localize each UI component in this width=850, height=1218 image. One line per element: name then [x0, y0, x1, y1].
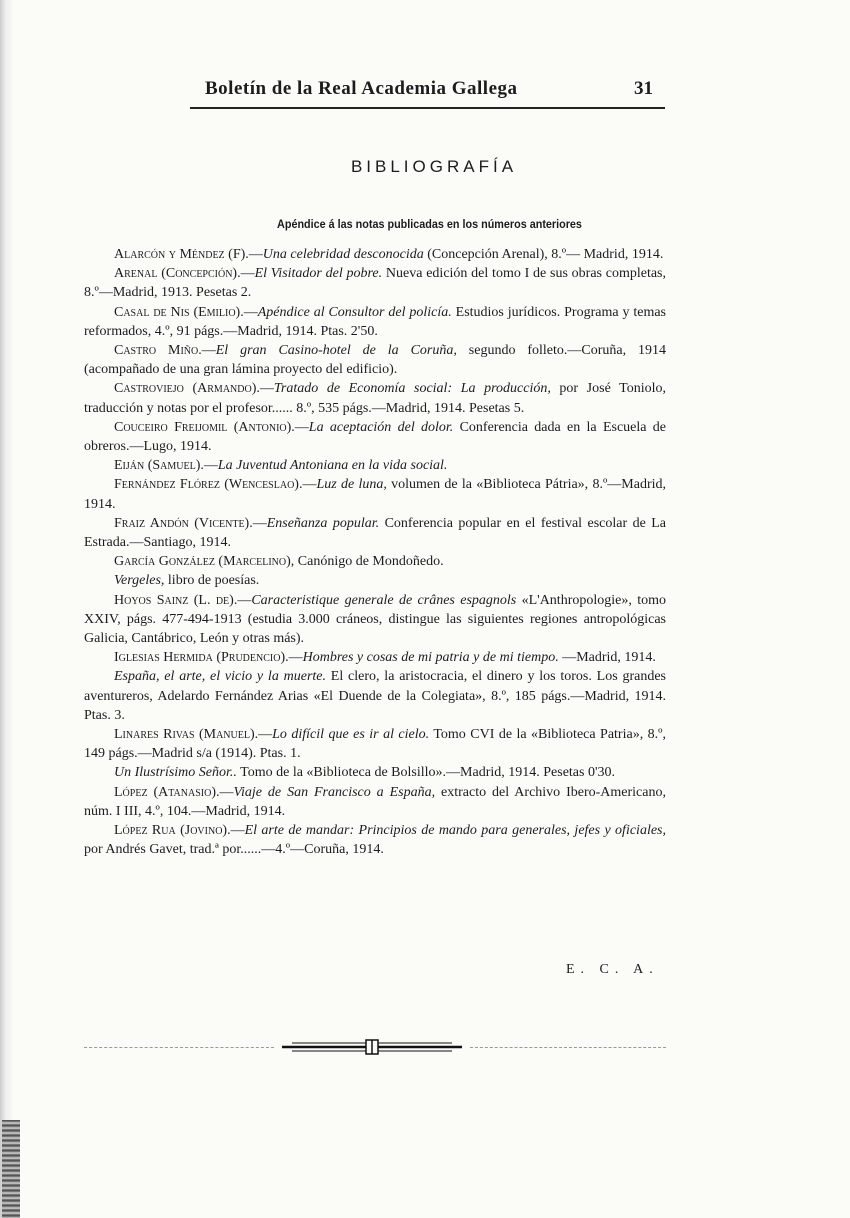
- ornament-divider: [282, 1038, 462, 1056]
- entry-details: Conferencia dada en la Escuela de obreros.—Lugo, 1914.: [84, 419, 666, 455]
- bibliography-entry: [84, 571, 666, 590]
- entry-work-title: Hombres y cosas de mi patria y de mi tiempo.: [302, 650, 559, 666]
- entry-details: extracto del Archivo Ibero-Americano, núm. I III, 4.º, 104.—Madrid, 1914.: [84, 784, 666, 819]
- bibliography-entry: Couceiro Freijomil (Antonio).—La aceptación del dolor. Conferencia dada en la Escuela de obreros.—Lugo, 1914.: [84, 419, 666, 455]
- signature: E. C. A.: [566, 962, 659, 977]
- entry-work-title: El Visitador del pobre.: [254, 266, 383, 282]
- entry-author: Arenal (Concepción).: [114, 266, 241, 282]
- entry-details: Canónigo de Mondoñedo.: [294, 554, 444, 570]
- entry-work-title: Luz de luna,: [316, 477, 387, 493]
- bibliography-entry: Eiján (Samuel).—La Juventud Antoniana en la vida social.: [114, 458, 448, 474]
- entry-author: López (Atanasio).: [114, 784, 220, 800]
- entry-details: —Madrid, 1914.: [558, 650, 656, 666]
- entry-details: Nueva edición del tomo I de sus obras completas, 8.º—Madrid, 1913. Pesetas 2.: [84, 266, 666, 301]
- entry-author: Castroviejo (Armando).: [114, 381, 260, 397]
- bibliography-entry: Linares Rivas (Manuel).—Lo difícil que es ir al cielo. Tomo CVI de la «Biblioteca Patria», 8.º, 149 págs.—Madrid s/a (1914). Ptas. 1.: [84, 727, 666, 762]
- entry-author: Fernández Flórez (Wenceslao).: [114, 477, 303, 493]
- entry-author: Eiján (Samuel).: [114, 458, 204, 474]
- section-subtitle: Apéndice á las notas publicadas en los números anteriores: [277, 217, 582, 231]
- entry-details: «L'Anthropologie», tomo XXIV, págs. 477-494-1913 (estudia 3.000 cráneos, distingue las siguientes regiones antropológicas Galicia, Cantábrico, León y otras más).: [84, 592, 667, 647]
- entry-details: Tomo CVI de la «Biblioteca Patria», 8.º, 149 págs.—Madrid s/a (1914). Ptas. 1.: [84, 727, 666, 762]
- bibliography-entry: López (Atanasio).—Viaje de San Francisco a España, extracto del Archivo Ibero-Americano, núm. I III, 4.º, 104.—Madrid, 1914.: [84, 784, 666, 819]
- divider-right: [470, 1047, 666, 1049]
- entry-author: Iglesias Hermida (Prudencio).: [114, 650, 289, 666]
- bibliography-entry: Alarcón y Méndez (F).—Una celebridad desconocida (Concepción Arenal), 8.º— Madrid, 1914.: [114, 247, 664, 262]
- entry-work-title: El arte de mandar: Principios de mando para generales, jefes y oficiales,: [244, 823, 666, 839]
- entry-author: Alarcón y Méndez (F).: [114, 247, 249, 262]
- entry-author: García González (Marcelino),: [114, 554, 295, 570]
- entry-details: El clero, la aristocracia, el dinero y los toros. Los grandes aventureros, Adelardo Fernández Arias «El Duende de la Colegiata», 8.º, 185 págs.—Madrid, 1914. Ptas. 3.: [84, 669, 666, 723]
- bibliography-entry: López Rua (Jovino).—El arte de mandar: Principios de mando para generales, jefes y oficiales, por Andrés Gavet, trad.ª por......—4.º—Coruña, 1914.: [84, 823, 666, 858]
- entry-work-title: Una celebridad desconocida: [262, 247, 424, 262]
- bibliography-entry: Arenal (Concepción).—El Visitador del pobre. Nueva edición del tomo I de sus obras completas, 8.º—Madrid, 1913. Pesetas 2.: [84, 266, 666, 301]
- page-header: [205, 78, 665, 108]
- bibliography-entry: Casal de Nis (Emilio).—Apéndice al Consultor del policía. Estudios jurídicos. Programa y temas reformados, 4.º, 91 págs.—Madrid, 1914. Ptas. 2'50.: [84, 304, 666, 339]
- bibliography-entry: [84, 763, 666, 782]
- entry-work-title: La Juventud Antoniana en la vida social.: [217, 458, 448, 474]
- bibliography-entry: [84, 667, 666, 725]
- bibliography-entry: Castro Miño.—El gran Casino-hotel de la Coruña, segundo folleto.—Coruña, 1914 (acompañado de una gran lámina proyecto del edificio).: [84, 343, 666, 378]
- entry-work-title: Un Ilustrísimo Señor..: [114, 765, 237, 781]
- entry-work-title: La aceptación del dolor.: [308, 419, 454, 435]
- entry-work-title: Enseñanza popular.: [266, 515, 380, 531]
- bibliography-entry: Fernández Flórez (Wenceslao).—Luz de luna, volumen de la «Biblioteca Pátria», 8.º—Madrid, 1914.: [84, 477, 666, 512]
- entry-author: Casal de Nis (Emilio).: [114, 304, 244, 320]
- section-title: BIBLIOGRAFÍA: [350, 157, 518, 176]
- entry-work-title: Vergeles,: [114, 573, 165, 589]
- header-rule: [190, 107, 665, 109]
- entry-details: por José Toniolo, traducción y notas por el profesor...... 8.º, 535 págs.—Madrid, 1914. Pesetas 5.: [84, 381, 666, 416]
- bibliography-entry: [84, 552, 666, 571]
- entry-work-title: España, el arte, el vicio y la muerte.: [114, 669, 326, 685]
- entry-work-title: Viaje de San Francisco a España,: [233, 784, 436, 800]
- entry-author: Linares Rivas (Manuel).: [114, 727, 259, 743]
- entry-details: volumen de la «Biblioteca Pátria», 8.º—Madrid, 1914.: [84, 477, 666, 512]
- entry-work-title: Tratado de Economía social: La producción,: [273, 381, 551, 397]
- entry-details: (Concepción Arenal), 8.º— Madrid, 1914.: [423, 247, 664, 262]
- bibliography-entry: Castroviejo (Armando).—Tratado de Economía social: La producción, por José Toniolo, traducción y notas por el profesor...... 8.º, 535 págs.—Madrid, 1914. Pesetas 5.: [84, 381, 666, 416]
- page-left-edge: [0, 0, 14, 1218]
- entry-details: Tomo de la «Biblioteca de Bolsillo».—Madrid, 1914. Pesetas 0'30.: [236, 765, 615, 781]
- entry-work-title: Lo difícil que es ir al cielo.: [272, 727, 430, 743]
- entry-details: libro de poesías.: [164, 573, 260, 589]
- entry-author: López Rua (Jovino).: [114, 823, 231, 839]
- bibliography-entry: Hoyos Sainz (L. de).—Caracteristique generale de crânes espagnols «L'Anthropologie», tomo XXIV, págs. 477-494-1913 (estudia 3.000 cráneos, distingue las siguientes regiones antropológicas Galicia, Cantábrico, León y otras más).: [84, 592, 667, 647]
- bibliography-entry: Iglesias Hermida (Prudencio).—Hombres y cosas de mi patria y de mi tiempo. —Madrid, 1914.: [114, 650, 656, 666]
- entry-work-title: Apéndice al Consultor del policía.: [257, 304, 452, 320]
- binding-strip: [2, 1120, 20, 1218]
- entry-author: Castro Miño.: [114, 343, 202, 359]
- entry-details: Estudios jurídicos. Programa y temas reformados, 4.º, 91 págs.—Madrid, 1914. Ptas. 2'50.: [84, 304, 666, 339]
- running-title: Boletín de la Real Academia Gallega: [205, 78, 518, 99]
- bibliography-entry: Fraiz Andón (Vicente).—Enseñanza popular. Conferencia popular en el festival escolar de La Estrada.—Santiago, 1914.: [84, 515, 667, 551]
- bibliography-list: [84, 245, 666, 860]
- entry-details: Conferencia popular en el festival escolar de La Estrada.—Santiago, 1914.: [84, 515, 667, 551]
- entry-work-title: Caracteristique generale de crânes espagnols: [251, 592, 517, 608]
- entry-author: Fraiz Andón (Vicente).: [114, 515, 253, 531]
- entry-work-title: El gran Casino-hotel de la Coruña,: [215, 343, 457, 359]
- entry-author: Couceiro Freijomil (Antonio).: [114, 419, 295, 435]
- entry-author: Hoyos Sainz (L. de).: [114, 592, 238, 608]
- entry-details: por Andrés Gavet, trad.ª por......—4.º—Coruña, 1914.: [84, 842, 384, 858]
- divider-left: [84, 1047, 274, 1049]
- entry-details: segundo folleto.—Coruña, 1914 (acompañado de una gran lámina proyecto del edificio).: [84, 343, 666, 378]
- page-number: 31: [634, 78, 653, 99]
